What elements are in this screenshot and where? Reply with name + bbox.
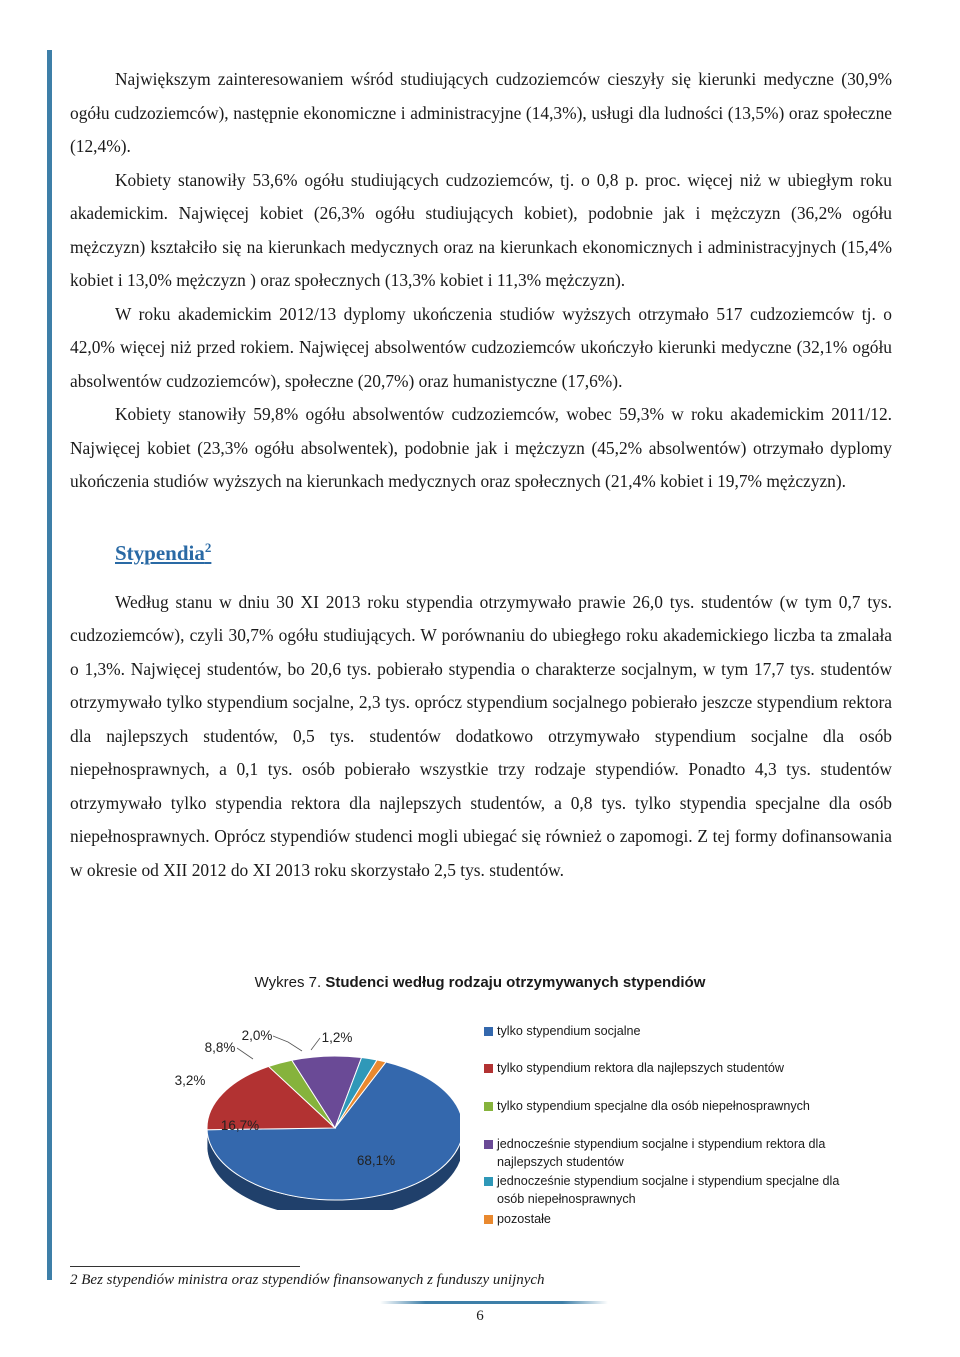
legend-item — [484, 1022, 854, 1040]
legend-label: tylko stypendium socjalne — [497, 1024, 641, 1038]
legend-label: pozostałe — [497, 1212, 551, 1226]
paragraph: W roku akademickim 2012/13 dyplomy ukończenia studiów wyższych otrzymało 517 cudzoziemców tj. o 42,0% więcej niż przed rokiem. Najwięcej absolwentów cudzoziemców ukończyło kierunki medyczne (32,1% ogółu absolwentów cudzoziemców), społeczne (20,7%) oraz humanistyczne (17,6%). — [70, 303, 892, 391]
footnote-separator — [70, 1266, 300, 1267]
legend-label: jednocześnie stypendium socjalne i stypendium specjalne dla osób niepełnosprawnych — [497, 1174, 840, 1206]
pie-data-label: 3,2% — [174, 1073, 206, 1088]
margin-bar — [47, 50, 52, 1280]
paragraph: Według stanu w dniu 30 XI 2013 roku stypendia otrzymywało prawie 26,0 tys. studentów (w tym 0,7 tys. cudzoziemców), czyli 30,7% ogółu studiujących. W porównaniu do ubiegłego roku akademickiego liczba ta zmalała o 1,3%. Najwięcej studentów, bo 20,6 tys. pobierało stypendia o charakterze socjalnym, w tym 17,7 tys. studentów otrzymywało tylko stypendium socjalne, 2,3 tys. oprócz stypendium socjalnego pobierało jeszcze stypendium rektora dla najlepszych studentów, 0,5 tys. studentów dodatkowo otrzymywało stypendium socjalne dla osób niepełnosprawnych, a 0,1 tys. osób pobierało wszystkie trzy rodzaje stypendiów. Ponadto 4,3 tys. studentów otrzymywało tylko stypendia rektora dla najlepszych studentów, a 0,8 tys. tylko stypendia specjalne dla osób niepełnosprawnych. Oprócz stypendiów studenci mogli ubiegać się również o zapomogi. Z tej formy dofinansowania w okresie od XII 2012 do XI 2013 roku skorzystało 2,5 tys. studentów. — [70, 591, 892, 880]
footnote-text: Bez stypendiów ministra oraz stypendiów finansowanych z funduszy unijnych — [81, 1272, 545, 1288]
section-heading — [115, 535, 892, 566]
legend-swatch — [484, 1027, 493, 1036]
footnote-reference[interactable]: 2 — [204, 539, 212, 555]
legend-label: tylko stypendium specjalne dla osób niepełnosprawnych — [497, 1099, 810, 1113]
legend-label: jednocześnie stypendium socjalne i stypendium rektora dla najlepszych studentów — [497, 1137, 826, 1169]
chart-number: Wykres 7. — [254, 974, 322, 991]
section-heading-text: Stypendia — [115, 540, 205, 565]
document-body — [70, 63, 892, 887]
legend-item — [484, 1059, 854, 1077]
legend-item — [484, 1210, 854, 1228]
page-number: 6 — [476, 1308, 484, 1324]
legend-swatch — [484, 1215, 493, 1224]
legend-label: tylko stypendium rektora dla najlepszych studentów — [497, 1061, 785, 1075]
legend-swatch — [484, 1064, 493, 1073]
pie-data-label: 2,0% — [241, 1028, 273, 1043]
pie-data-label: 68,1% — [356, 1153, 396, 1168]
legend-item — [484, 1135, 854, 1171]
pie-leader-line — [273, 1036, 302, 1051]
paragraph: Kobiety stanowiły 53,6% ogółu studiujących cudzoziemców, tj. o 0,8 p. proc. więcej niż w ubiegłym roku akademickim. Najwięcej kobiet (26,3% ogółu studiujących kobiet), podobnie jak i mężczyzn (36,2% ogółu mężczyzn) kształciło się na kierunkach medycznych oraz na kierunkach ekonomicznych i administracyjnych (15,4% kobiet i 13,0% mężczyzn ) oraz społecznych (13,3% kobiet i 11,3% mężczyzn). — [70, 169, 892, 290]
legend-swatch — [484, 1140, 493, 1149]
paragraph: Największym zainteresowaniem wśród studiujących cudzoziemców cieszyły się kierunki medyczne (30,9% ogółu cudzoziemców), następnie ekonomiczne i administracyjne (14,3%), usługi dla ludności (13,5%) oraz społeczne (12,4%). — [70, 69, 892, 156]
footer-rule — [380, 1301, 608, 1304]
pie-leader-line — [311, 1038, 320, 1050]
pie-chart — [160, 1020, 460, 1210]
pie-data-label: 1,2% — [321, 1030, 353, 1045]
pie-data-label: 8,8% — [204, 1040, 236, 1055]
footnote-number: 2 — [70, 1272, 78, 1288]
legend-item — [484, 1097, 854, 1115]
pie-leader-line — [237, 1048, 253, 1059]
pie-data-label: 16,7% — [220, 1118, 260, 1133]
chart-title-text: Studenci według rodzaju otrzymywanych stypendiów — [325, 974, 706, 991]
footnote — [70, 1272, 545, 1289]
legend-item — [484, 1172, 854, 1208]
chart-title — [0, 974, 960, 991]
legend-swatch — [484, 1177, 493, 1186]
paragraph: Kobiety stanowiły 59,8% ogółu absolwentów cudzoziemców, wobec 59,3% w roku akademickim 2011/12. Najwięcej kobiet (23,3% ogółu absolwentek), podobnie jak i mężczyzn (45,2% absolwentów) otrzymało dyplomy ukończenia studiów wyższych na kierunkach medycznych oraz społecznych (21,4% kobiet i 19,7% mężczyzn). — [70, 404, 892, 491]
legend-swatch — [484, 1102, 493, 1111]
